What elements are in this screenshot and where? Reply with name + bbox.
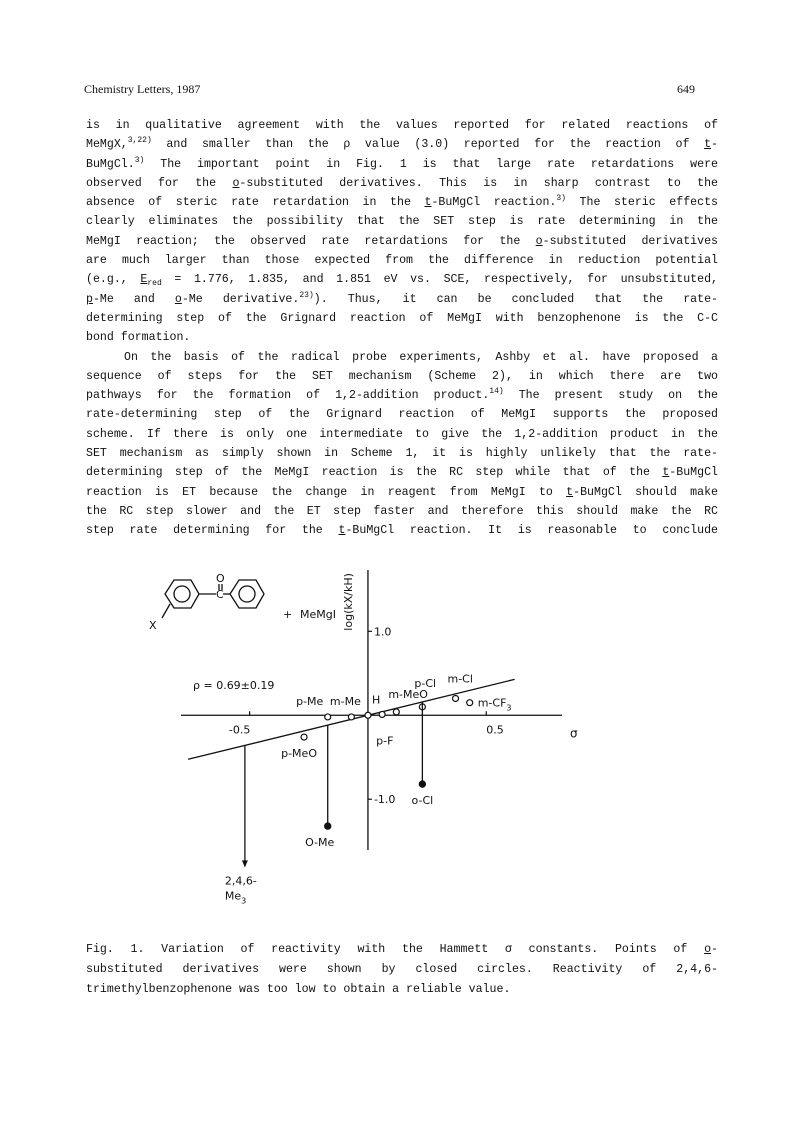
body-line: step rate determining for the t-BuMgCl reaction. It is reasonable to conclude: [86, 524, 718, 538]
data-point-closed: [419, 781, 425, 787]
data-point-open: [348, 714, 354, 720]
data-label: $Me_3$: [224, 889, 247, 906]
data-label: o-Cl: [411, 794, 434, 808]
benzene-ring-left: [165, 580, 199, 608]
data-label: m-MeO: [388, 687, 428, 701]
data-label: p-F: [376, 734, 394, 748]
data-label: H: [371, 693, 381, 707]
caption-line: Fig. 1. Variation of reactivity with the Hammett σ constants. Points of o-: [86, 943, 718, 956]
plot-area: [181, 570, 578, 905]
body-line: bond formation.: [86, 331, 191, 345]
data-point-open: [379, 711, 385, 717]
data-label: m-Me: [329, 694, 361, 708]
data-label: p-Cl: [414, 676, 437, 690]
data-label: m-Cl: [447, 672, 473, 686]
data-point-closed: [325, 823, 331, 829]
body-line: determining step of the Grignard reaction of MeMgI with benzophenone is the C-C: [86, 311, 718, 325]
bond-substituent: [162, 604, 170, 618]
body-line: On the basis of the radical probe experiments, Ashby et al. have proposed a: [124, 350, 718, 364]
data-label: 2,4,6-: [224, 874, 257, 888]
running-header-journal: Chemistry Letters, 1987: [84, 82, 201, 96]
x-tick-label: -0.5: [228, 723, 251, 737]
caption-line: trimethylbenzophenone was too low to obtain a reliable value.: [86, 983, 511, 996]
data-point-open: [325, 714, 331, 720]
arrow-head: [242, 860, 248, 867]
body-line: the RC step slower and the ET step faster and therefore this should make the RC: [86, 504, 718, 518]
data-point-open: [467, 700, 473, 706]
data-label: p-MeO: [281, 747, 317, 761]
data-label: $m-CF_3$: [477, 696, 512, 713]
body-line: pathways for the formation of 1,2-addition product.$^{14)}$ The present study on the: [86, 387, 718, 403]
body-line: BuMgCl.$^{3)}$ The important point in Fig. 1 is that large rate retardations were: [86, 155, 718, 171]
body-line: SET mechanism as simply shown in Scheme 1, it is highly unlikely that the rate-: [86, 447, 718, 461]
x-tick-label: 0.5: [486, 723, 504, 737]
data-point-open: [365, 712, 371, 718]
data-point-open: [453, 695, 459, 701]
body-line: observed for the o-substituted derivatives. This is in sharp contrast to the: [86, 176, 719, 190]
hammett-plot: [0, 560, 793, 940]
benzene-ring-right: [230, 580, 264, 608]
x-axis-label: σ: [570, 726, 578, 741]
figure-caption: [86, 940, 718, 1000]
reagent-label: MeMgI: [300, 608, 336, 621]
substituent-x-label: X: [149, 619, 157, 632]
body-text: [86, 116, 718, 541]
aromatic-circle-left: [174, 586, 190, 602]
data-point-open: [393, 709, 399, 715]
running-header-page-number: 649: [677, 82, 695, 96]
body-line: absence of steric rate retardation in the t-BuMgCl reaction.$^{3)}$ The steric effects: [86, 194, 718, 210]
rho-label: ρ = 0.69±0.19: [193, 679, 275, 692]
aromatic-circle-right: [239, 586, 255, 602]
body-line: MeMgX,$^{3,22)}$ and smaller than the ρ value (3.0) reported for the reaction of t-: [86, 136, 718, 152]
body-line: are much larger than those expected from the difference in reduction potential: [86, 254, 718, 268]
y-axis-label: log(kX/kH): [341, 573, 355, 631]
data-label: O-Me: [305, 836, 335, 850]
body-line: scheme. If there is only one intermediate to give the 1,2-addition product in the: [86, 427, 718, 441]
body-line: sequence of steps for the SET mechanism (Scheme 2), in which there are two: [86, 369, 718, 383]
y-tick-label: -1.0: [373, 793, 396, 807]
body-line: MeMgI reaction; the observed rate retardations for the o-substituted derivatives: [86, 234, 718, 248]
reaction-scheme: [162, 580, 264, 618]
figure-1: [0, 560, 793, 940]
body-line: rate-determining step of the Grignard reaction of MeMgI supports the proposed: [86, 408, 718, 422]
carbonyl-carbon-label: C: [216, 588, 224, 601]
y-tick-label: 1.0: [373, 625, 392, 639]
body-line: (e.g., $E_{red} = 1.776$, 1.835, and 1.851 eV vs. SCE, respectively, for unsubstituted,: [86, 273, 719, 289]
data-point-open: [301, 734, 307, 740]
body-line: reaction is ET because the change in reagent from MeMgI to t-BuMgCl should make: [86, 485, 718, 499]
body-line: is in qualitative agreement with the values reported for related reactions of: [86, 119, 718, 132]
data-label: p-Me: [296, 694, 324, 708]
carbonyl-oxygen-label: O: [216, 572, 225, 585]
body-line: p-Me and o-Me derivative.$^{23)}$). Thus, it can be concluded that the rate-: [86, 290, 718, 306]
plus-sign: +: [283, 608, 293, 621]
body-line: clearly eliminates the possibility that the SET step is rate determining in the: [86, 215, 718, 229]
caption-line: substituted derivatives were shown by closed circles. Reactivity of 2,4,6-: [86, 963, 718, 976]
body-line: determining step of the MeMgI reaction is the RC step while that of the t-BuMgCl: [86, 466, 718, 480]
